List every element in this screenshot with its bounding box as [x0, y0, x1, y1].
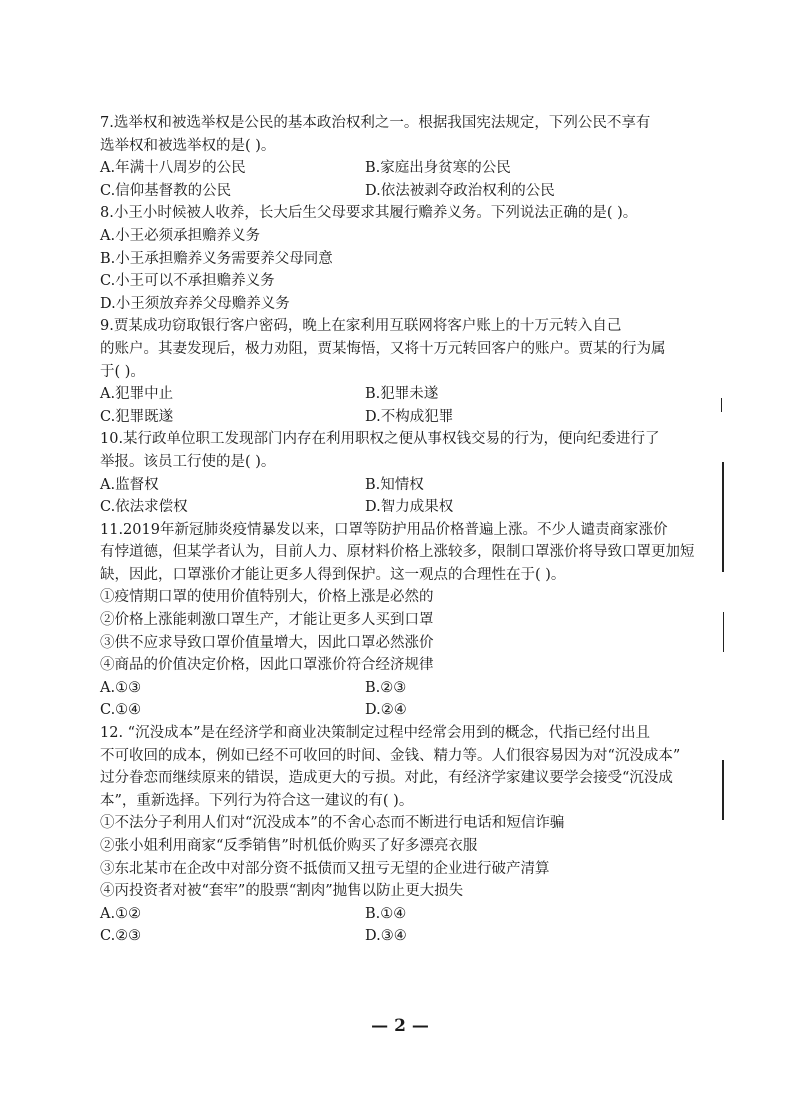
question-text-line: 的账户。其妻发现后，极力劝阻，贾某悔悟，又将十万元转回客户的账户。贾某的行为属: [100, 340, 666, 357]
option-row: [100, 903, 685, 926]
answer-option: D.智力成果权: [365, 499, 454, 516]
option-row: [100, 157, 685, 180]
option-row: [100, 248, 685, 271]
scan-edge-mark: [722, 760, 724, 820]
option-row: [100, 699, 685, 722]
question-text-line: 本”，重新选择。下列行为符合这一建议的有( )。: [100, 792, 414, 809]
question-text-line: ④商品的价值决定价格，因此口罩涨价符合经济规律: [100, 657, 434, 674]
question-block: [100, 315, 685, 428]
answer-option: D.依法被剥夺政治权利的公民: [365, 182, 555, 199]
answer-option: A.①②: [100, 905, 142, 922]
answer-option: B.②③: [365, 679, 407, 696]
answer-option: C.①④: [100, 702, 142, 719]
scan-edge-mark: [722, 462, 724, 572]
question-text-line: 11.2019年新冠肺炎疫情暴发以来，口罩等防护用品价格普遍上涨。不少人谴责商家涨价: [100, 521, 668, 538]
answer-option: A.小王必须承担赡养义务: [100, 227, 261, 244]
answer-option: A.年满十八周岁的公民: [100, 160, 246, 177]
answer-option: A.监督权: [100, 476, 159, 493]
question-text-line: ②张小姐利用商家“反季销售”时机低价购买了好多漂亮衣服: [100, 838, 478, 854]
answer-option: B.犯罪未遂: [365, 386, 439, 403]
answer-option: D.②④: [365, 702, 407, 719]
answer-option: D.小王须放弃养父母赡养义务: [100, 295, 290, 312]
question-block: [100, 112, 685, 202]
answer-option: B.①④: [365, 905, 407, 922]
answer-option: A.①③: [100, 679, 142, 696]
question-text-line: ④丙投资者对被“套牢”的股票“割肉”抛售以防止更大损失: [100, 883, 464, 900]
answer-option: D.不构成犯罪: [365, 408, 454, 425]
answer-option: D.③④: [365, 928, 407, 945]
question-text-line: ③东北某市在企改中对部分资不抵债而又扭亏无望的企业进行破产清算: [100, 860, 550, 877]
option-row: [100, 406, 685, 429]
question-text-line: ③供不应求导致口罩价值量增大，因此口罩必然涨价: [100, 634, 434, 651]
question-text-line: 于( )。: [100, 363, 145, 380]
option-row: [100, 293, 685, 316]
answer-option: B.知情权: [365, 476, 424, 493]
option-row: [100, 383, 685, 406]
scan-edge-mark: [721, 398, 722, 412]
question-text-line: 9.贾某成功窃取银行客户密码，晚上在家利用互联网将客户账上的十万元转入自己: [100, 318, 622, 335]
question-text-line: 过分眷恋而继续原来的错误，造成更大的亏损。对此，有经济学家建议要学会接受“沉没成: [100, 770, 673, 787]
answer-option: C.犯罪既遂: [100, 408, 174, 425]
option-row: [100, 925, 685, 948]
question-text-line: 12. “沉没成本”是在经济学和商业决策制定过程中经常会用到的概念，代指已经付出且: [100, 725, 650, 742]
question-block: [100, 202, 685, 315]
answer-option: C.小王可以不承担赡养义务: [100, 273, 275, 290]
question-text-line: 10.某行政单位职工发现部门内存在利用职权之便从事权钱交易的行为，便向纪委进行了: [100, 431, 660, 448]
answer-option: B.小王承担赡养义务需要养父母同意: [100, 250, 333, 267]
option-row: [100, 225, 685, 248]
question-text-line: ①疫情期口罩的使用价值特别大，价格上涨是必然的: [100, 589, 434, 606]
scan-edge-mark: [723, 612, 724, 652]
option-row: [100, 677, 685, 700]
question-text-line: 举报。该员工行使的是( )。: [100, 453, 276, 470]
option-row: [100, 180, 685, 203]
question-block: [100, 428, 685, 518]
question-text-line: 8.小王小时候被人收养，长大后生父母要求其履行赡养义务。下列说法正确的是( )。: [100, 205, 638, 222]
question-text-line: 缺，因此，口罩涨价才能让更多人得到保护。这一观点的合理性在于( )。: [100, 566, 566, 583]
option-row: [100, 474, 685, 497]
question-text-line: 不可收回的成本，例如已经不可收回的时间、金钱、精力等。人们很容易因为对“沉没成本”: [100, 747, 681, 764]
answer-option: C.②③: [100, 928, 142, 945]
answer-option: B.家庭出身贫寒的公民: [365, 160, 511, 177]
question-text-line: 7.选举权和被选举权是公民的基本政治权利之一。根据我国宪法规定，下列公民不享有: [100, 115, 651, 131]
option-row: [100, 270, 685, 293]
question-text-line: ②价格上涨能刺激口罩生产，才能让更多人买到口罩: [100, 612, 434, 629]
page-number: — 2 —: [371, 1016, 429, 1036]
question-block: [100, 519, 695, 722]
question-text-line: 选举权和被选举权的是( )。: [100, 137, 276, 154]
answer-option: A.犯罪中止: [100, 386, 174, 403]
option-row: [100, 496, 685, 519]
question-text-line: 有悖道德，但某学者认为，目前人力、原材料价格上涨较多，限制口罩涨价将导致口罩更加短: [100, 544, 695, 561]
question-block: [100, 722, 685, 948]
answer-option: C.依法求偿权: [100, 499, 188, 516]
answer-option: C.信仰基督教的公民: [100, 182, 232, 199]
question-list: [100, 112, 695, 948]
question-text-line: ①不法分子利用人们对“沉没成本”的不舍心态而不断进行电话和短信诈骗: [100, 815, 565, 832]
